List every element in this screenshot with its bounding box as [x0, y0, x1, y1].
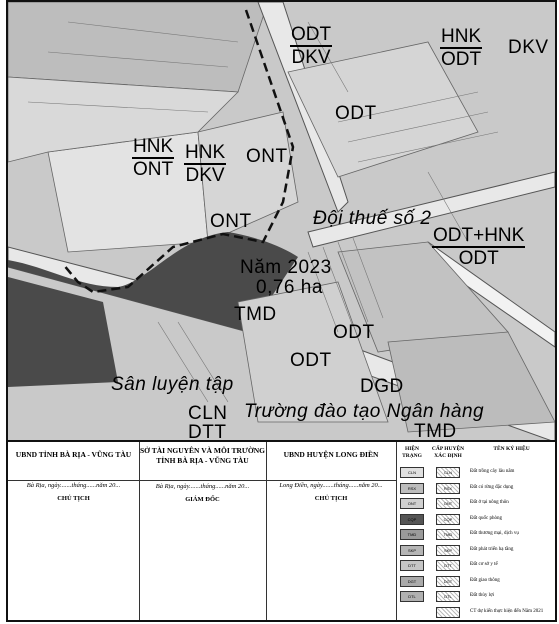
label-odt-center: ODT	[335, 103, 377, 124]
label-san-luyen-tap: Sân luyện tập	[111, 374, 234, 395]
label-tmd-1: TMD	[234, 304, 277, 325]
province-title: UBND TỈNH BÀ RỊA - VŨNG TÀU	[15, 450, 132, 459]
label-dgd: DGD	[360, 376, 404, 397]
legend-swatch-current: DGT	[400, 576, 424, 587]
legend-swatch-current: RSX	[400, 483, 424, 494]
legend-name: Đất thủy lợi	[470, 593, 495, 598]
legend-row	[396, 604, 555, 620]
legend-name: Đất cơ sở y tế	[470, 562, 498, 567]
label-tmd-2: TMD	[414, 421, 457, 440]
label-dtt: DTT	[188, 422, 227, 440]
signature-block-department	[139, 442, 267, 622]
land-use-map	[8, 2, 555, 440]
legend-swatch-current: SKP	[400, 545, 424, 556]
legend-name: Đất có rừng đặc dụng	[470, 484, 514, 490]
legend-swatch-district: SKP	[436, 545, 460, 556]
legend-swatch-district: ONT	[436, 498, 460, 509]
label-dkv-corner: DKV	[508, 37, 549, 58]
label-hnk-ont: HNK ONT	[133, 136, 174, 180]
district-date: Long Điền, ngày.......tháng......năm 20...	[279, 482, 383, 489]
label-area: 0,76 ha	[256, 277, 323, 298]
legend-swatch-current: CLN	[400, 467, 424, 478]
legend-header-current: HIỆN TRẠNG	[402, 446, 422, 459]
legend-header-district: CẤP HUYỆN XÁC ĐỊNH	[431, 446, 465, 459]
label-odt-hnk-odt: ODT+HNK ODT	[433, 225, 525, 269]
district-title: UBND HUYỆN LONG ĐIỀN	[283, 450, 379, 459]
legend-name: CT dự kiến thực hiện đến Năm 2021	[470, 608, 544, 614]
province-date: Bà Rịa, ngày.......tháng......năm 20...	[26, 482, 121, 489]
legend-row	[396, 495, 555, 511]
label-ont-1: ONT	[246, 146, 288, 167]
legend-swatch-district: TMD	[436, 529, 460, 540]
legend-name: Đất quốc phòng	[470, 515, 502, 521]
label-truong: Trường đào tạo Ngân hàng	[244, 401, 485, 422]
signature-block-district	[266, 442, 397, 622]
label-doi-thue: Đội thuế số 2	[313, 208, 432, 229]
label-odt-low: ODT	[290, 350, 332, 371]
label-hnk-odt-top: HNK ODT	[441, 26, 482, 70]
legend-panel	[8, 440, 555, 622]
legend-name: Đất thương mại, dịch vụ	[470, 531, 519, 536]
legend-row	[396, 464, 555, 480]
label-odt-dkv-top: ODT DKV	[291, 24, 332, 68]
legend-row	[396, 573, 555, 589]
legend-swatch-district	[436, 607, 460, 618]
legend-swatch-district: RSX	[436, 483, 460, 494]
label-nam: Năm 2023	[240, 257, 332, 278]
legend-swatch-current: DTT	[400, 560, 424, 571]
legend-swatch-district: DTL	[436, 591, 460, 602]
legend-swatch-current: DTL	[400, 591, 424, 602]
legend-row	[396, 557, 555, 573]
department-sign: GIÁM ĐỐC	[185, 496, 220, 503]
label-cln: CLN	[188, 403, 228, 424]
legend-swatch-district: CLN	[436, 467, 460, 478]
province-sign: CHỦ TỊCH	[57, 495, 90, 502]
district-sign: CHỦ TỊCH	[314, 495, 348, 502]
legend-table	[396, 442, 555, 622]
legend-name: Đất trồng cây lâu năm	[470, 469, 515, 474]
legend-swatch-district: DTT	[436, 560, 460, 571]
legend-row	[396, 542, 555, 558]
label-odt-mid: ODT	[333, 322, 375, 343]
legend-swatch-current: TMD	[400, 529, 424, 540]
department-date: Bà Rịa, ngày.......tháng......năm 20...	[155, 483, 250, 490]
legend-row	[396, 480, 555, 496]
label-ont-2: ONT	[210, 211, 252, 232]
legend-row	[396, 526, 555, 542]
legend-row	[396, 511, 555, 527]
legend-swatch-current: CQP	[400, 514, 424, 525]
legend-name: Đất giao thông	[470, 577, 500, 583]
legend-row	[396, 588, 555, 604]
map-sheet	[6, 0, 557, 622]
department-title: SỞ TÀI NGUYÊN VÀ MÔI TRƯỜNG TỈNH BÀ RỊA - VŨNG TÀU	[140, 446, 265, 465]
legend-name: Đất ở tại nông thôn	[470, 500, 509, 505]
legend-swatch-district: DGT	[436, 576, 460, 587]
signature-block-province	[8, 442, 140, 622]
label-hnk-dkv: HNK DKV	[185, 142, 226, 186]
legend-name: Đất phát triển hạ tầng	[470, 546, 514, 552]
legend-swatch-district: CQP	[436, 514, 460, 525]
legend-swatch-current: ONT	[400, 498, 424, 509]
legend-header-name: TÊN KÝ HIỆU	[493, 446, 530, 452]
